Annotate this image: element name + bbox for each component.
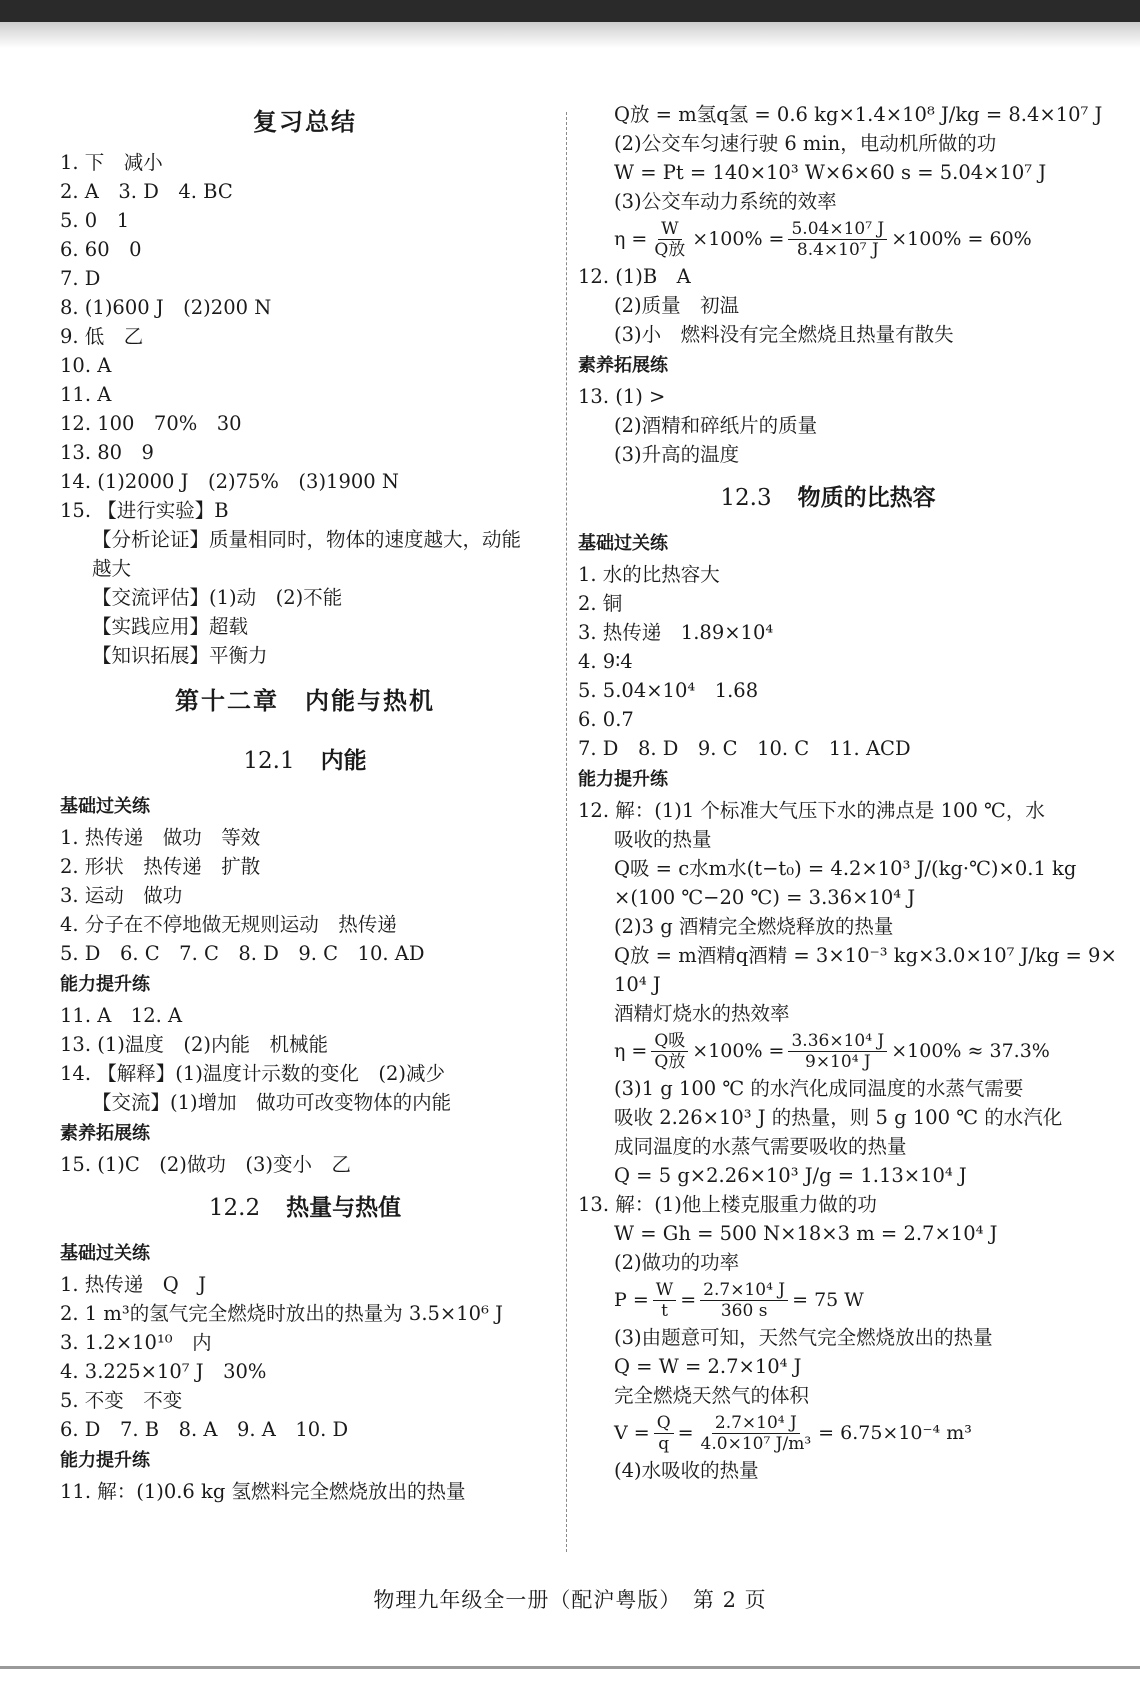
denominator: 4.0×10⁷ J/m³ [700, 1433, 812, 1454]
right-column [578, 100, 1117, 1485]
denominator: Q放 [654, 1051, 686, 1072]
scan-bottom-edge [0, 1666, 1140, 1669]
section-name: 内能 [320, 748, 367, 774]
answer-line: 7. D [60, 267, 101, 290]
scan-top-edge [0, 0, 1140, 22]
fraction [788, 1031, 887, 1072]
answer-line: 6. 60 0 [60, 238, 142, 261]
section-title-12-1 [60, 732, 550, 790]
subheading: 基础过关练 [578, 533, 668, 554]
subheading: 能力提升练 [578, 769, 668, 790]
formula-line: W = Gh = 500 N×18×3 m = 2.7×10⁴ J [614, 1222, 998, 1245]
chapter-name: 内能与热机 [305, 687, 435, 715]
volume-formula [578, 1410, 1078, 1456]
answer-line: 3. 热传递 1.89×10⁴ [578, 621, 774, 644]
answer-line: 【实践应用】超载 [92, 615, 249, 638]
denominator: 8.4×10⁷ J [796, 239, 879, 260]
answer-line: (2)酒精和碎纸片的质量 [614, 414, 818, 437]
answer-line: 12. 100 70% 30 [60, 412, 242, 435]
answer-line: 1. 热传递 Q J [60, 1273, 207, 1296]
answer-line: (3)小 燃料没有完全燃烧且热量有散失 [614, 323, 954, 346]
answer-line: 14. 【解释】(1)温度计示数的变化 (2)减少 [60, 1062, 445, 1085]
answer-line: 4. 分子在不停地做无规则运动 热传递 [60, 913, 397, 936]
answer-line: 酒精灯烧水的热效率 [614, 1002, 790, 1025]
answer-line: 11. A 12. A [60, 1004, 183, 1027]
answer-line: 15. (1)C (2)做功 (3)变小 乙 [60, 1153, 351, 1176]
formula-mid: = [677, 1422, 694, 1444]
formula-rhs: ×100% ≈ 37.3% [891, 1040, 1050, 1062]
answer-line: (2)做功的功率 [614, 1251, 740, 1274]
formula-mid: = [680, 1289, 697, 1311]
scan-shadow [0, 22, 1140, 48]
power-formula [578, 1277, 1078, 1323]
section-number: 12.2 [208, 1195, 261, 1221]
fraction [654, 1413, 674, 1454]
answer-line: 4. 3.225×10⁷ J 30% [60, 1360, 267, 1383]
answer-line: 12. 解：(1)1 个标准大气压下水的沸点是 100 ℃，水 [578, 799, 1045, 822]
numerator: 2.7×10⁴ J [712, 1413, 800, 1434]
answer-line: 5. 0 1 [60, 209, 130, 232]
numerator: Q [654, 1413, 674, 1434]
formula-line: ×(100 ℃−20 ℃) = 3.36×10⁴ J [614, 886, 916, 909]
answer-line: 完全燃烧天然气的体积 [614, 1384, 810, 1407]
answer-line: 1. 水的比热容大 [578, 563, 720, 586]
answer-line: (3)公交车动力系统的效率 [614, 190, 837, 213]
denominator: 360 s [720, 1300, 768, 1321]
denominator: Q放 [654, 239, 686, 260]
subheading: 素养拓展练 [60, 1123, 150, 1144]
answer-line: (3)由题意可知，天然气完全燃烧放出的热量 [614, 1326, 993, 1349]
section-title-12-3 [578, 469, 1078, 527]
answer-line: 2. 1 m³的氢气完全燃烧时放出的热量为 3.5×10⁶ J [60, 1302, 503, 1325]
answer-line: 13. (1) > [578, 385, 666, 408]
numerator: Q吸 [651, 1031, 688, 1052]
answer-line: 11. A [60, 383, 112, 406]
answer-line: (2)3 g 酒精完全燃烧释放的热量 [614, 915, 894, 938]
formula-line: W = Pt = 140×10³ W×6×60 s = 5.04×10⁷ J [614, 161, 1047, 184]
efficiency-formula [578, 216, 1078, 262]
formula-mid: ×100% = [692, 1040, 785, 1062]
denominator: t [661, 1300, 668, 1321]
section-number: 12.3 [720, 485, 772, 511]
answer-line: 【交流】(1)增加 做功可改变物体的内能 [92, 1091, 452, 1114]
formula-rhs: = 6.75×10⁻⁴ m³ [818, 1422, 972, 1444]
formula-rhs: ×100% = 60% [891, 228, 1032, 250]
answer-line: 7. D 8. D 9. C 10. C 11. ACD [578, 737, 911, 760]
answer-line: 13. 解：(1)他上楼克服重力做的功 [578, 1193, 877, 1216]
formula-lhs: V = [614, 1422, 650, 1444]
formula-line: 10⁴ J [614, 973, 661, 996]
numerator: 5.04×10⁷ J [788, 219, 887, 240]
answer-line: (3)1 g 100 ℃ 的水汽化成同温度的水蒸气需要 [614, 1077, 1024, 1100]
fraction [651, 219, 688, 260]
numerator: W [658, 219, 681, 240]
answer-line: 5. 5.04×10⁴ 1.68 [578, 679, 759, 702]
answer-line: 越大 [92, 557, 132, 580]
numerator: 2.7×10⁴ J [700, 1280, 788, 1301]
answer-line: 6. D 7. B 8. A 9. A 10. D [60, 1418, 349, 1441]
answer-line: 12. (1)B A [578, 265, 691, 288]
answer-line: 3. 1.2×10¹⁰ 内 [60, 1331, 212, 1354]
subheading: 能力提升练 [60, 1450, 150, 1471]
answer-line: 14. (1)2000 J (2)75% (3)1900 N [60, 470, 399, 493]
fraction [698, 1413, 815, 1454]
subheading: 基础过关练 [60, 1243, 150, 1264]
answer-line: 【交流评估】(1)动 (2)不能 [92, 586, 343, 609]
answer-line: 10. A [60, 354, 112, 377]
answer-line: (4)水吸收的热量 [614, 1459, 759, 1482]
answer-line: 11. 解：(1)0.6 kg 氢燃料完全燃烧放出的热量 [60, 1480, 466, 1503]
formula-mid: ×100% = [692, 228, 785, 250]
fraction [700, 1280, 788, 1321]
formula-line: Q吸 = c水m水(t−t₀) = 4.2×10³ J/(kg·℃)×0.1 kg [614, 857, 1077, 880]
answer-line: 13. (1)温度 (2)内能 机械能 [60, 1033, 328, 1056]
chapter-number: 第十二章 [175, 687, 279, 715]
answer-line: 吸收的热量 [614, 828, 712, 851]
denominator: q [658, 1433, 670, 1454]
section-title-12-2 [60, 1179, 550, 1237]
formula-line: Q放 = m氢q氢 = 0.6 kg×1.4×10⁸ J/kg = 8.4×10⁷ J [614, 103, 1103, 126]
answer-line: 6. 0.7 [578, 708, 634, 731]
answer-line: 5. 不变 不变 [60, 1389, 183, 1412]
answer-line: (2)质量 初温 [614, 294, 740, 317]
answer-line: 15. 【进行实验】B [60, 499, 229, 522]
fraction [651, 1031, 688, 1072]
answer-line: 5. D 6. C 7. C 8. D 9. C 10. AD [60, 942, 425, 965]
answer-line: 【分析论证】质量相同时，物体的速度越大，动能 [92, 528, 522, 551]
answer-line: 9. 低 乙 [60, 325, 144, 348]
answer-line: 成同温度的水蒸气需要吸收的热量 [614, 1135, 907, 1158]
answer-line: (3)升高的温度 [614, 443, 740, 466]
denominator: 9×10⁴ J [805, 1051, 871, 1072]
review-title: 复习总结 [253, 108, 357, 136]
formula-line: Q放 = m酒精q酒精 = 3×10⁻³ kg×3.0×10⁷ J/kg = 9× [614, 944, 1117, 967]
formula-line: Q = W = 2.7×10⁴ J [614, 1355, 802, 1378]
answer-line: 1. 热传递 做功 等效 [60, 826, 261, 849]
answer-line: 8. (1)600 J (2)200 N [60, 296, 272, 319]
subheading: 能力提升练 [60, 974, 150, 995]
column-divider [566, 112, 567, 1552]
fraction [788, 219, 887, 260]
answer-line: (2)公交车匀速行驶 6 min，电动机所做的功 [614, 132, 997, 155]
section-number: 12.1 [243, 748, 295, 774]
answer-line: 3. 运动 做功 [60, 884, 183, 907]
answer-line: 2. A 3. D 4. BC [60, 180, 233, 203]
answer-line: 13. 80 9 [60, 441, 154, 464]
answer-line: 1. 下 减小 [60, 151, 163, 174]
answer-line: 吸收 2.26×10³ J 的热量，则 5 g 100 ℃ 的水汽化 [614, 1106, 1063, 1129]
answer-line: 4. 9∶4 [578, 650, 633, 673]
left-column [60, 96, 550, 1506]
formula-line: Q = 5 g×2.26×10³ J/g = 1.13×10⁴ J [614, 1164, 967, 1187]
section-name: 物质的比热容 [797, 485, 936, 511]
answer-line: 【知识拓展】平衡力 [92, 644, 268, 667]
numerator: W [653, 1280, 676, 1301]
numerator: 3.36×10⁴ J [788, 1031, 887, 1052]
section-name: 热量与热值 [286, 1195, 402, 1221]
subheading: 素养拓展练 [578, 355, 668, 376]
formula-rhs: = 75 W [792, 1289, 864, 1311]
formula-lhs: η = [614, 228, 648, 250]
fraction [653, 1280, 676, 1321]
efficiency-formula [578, 1028, 1078, 1074]
answer-line: 2. 铜 [578, 592, 623, 615]
formula-lhs: P = [614, 1289, 649, 1311]
subheading: 基础过关练 [60, 796, 150, 817]
answer-line: 2. 形状 热传递 扩散 [60, 855, 261, 878]
formula-lhs: η = [614, 1040, 648, 1062]
chapter-title [60, 670, 550, 732]
page-footer: 物理九年级全一册（配沪粤版） 第 2 页 [373, 1588, 767, 1612]
